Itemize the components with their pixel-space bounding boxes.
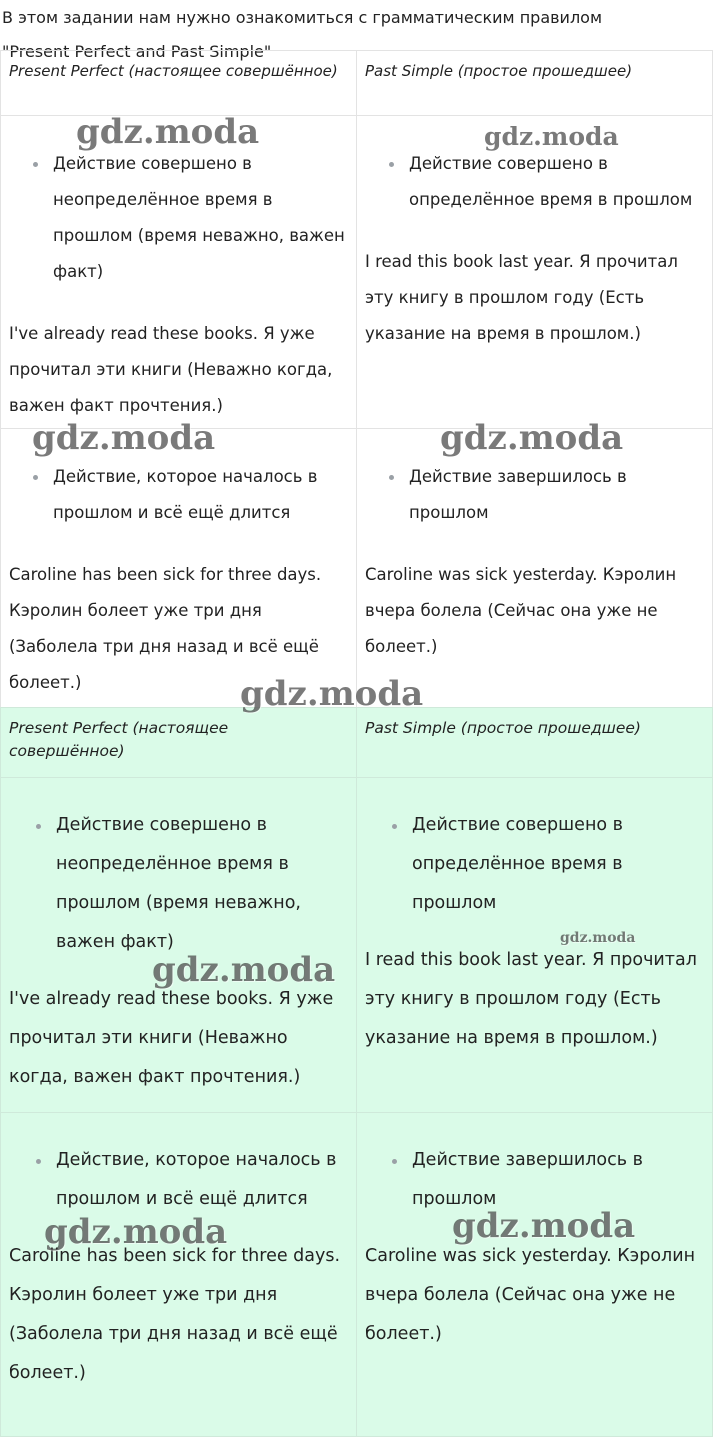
intro-line-2: "Present Perfect and Past Simple" xyxy=(2,42,272,61)
cell-past-simple xyxy=(357,778,713,1113)
header-present-perfect: Present Perfect (настоящее совершённое) xyxy=(1,708,357,778)
cell-present-perfect xyxy=(1,1113,357,1437)
cell-present-perfect xyxy=(1,116,357,429)
rule-bullet: Действие совершено в определённое время в прошлом xyxy=(412,806,704,923)
intro-text xyxy=(0,0,682,61)
example-text: I've already read these books. Я уже прочитал эти книги (Неважно когда, важен факт прочтения.) xyxy=(9,989,334,1087)
watermark: gdz.moda xyxy=(452,1206,636,1246)
watermark: gdz.moda xyxy=(440,418,624,458)
watermark: gdz.moda xyxy=(152,950,336,990)
header-present-perfect: Present Perfect (настоящее совершённое) xyxy=(1,51,357,116)
example-text: Caroline was sick yesterday. Кэролин вчера болела (Сейчас она уже не болеет.) xyxy=(365,565,677,656)
example-text: I've already read these books. Я уже прочитал эти книги (Неважно когда, важен факт прочтения.) xyxy=(9,324,333,415)
example-text: Caroline was sick yesterday. Кэролин вчера болела (Сейчас она уже не болеет.) xyxy=(365,1246,696,1344)
watermark: gdz.moda xyxy=(484,122,619,151)
cell-past-simple xyxy=(357,116,713,429)
rule-bullet: Действие совершено в определённое время в прошлом xyxy=(409,146,704,218)
rule-list xyxy=(365,806,704,923)
cell-present-perfect xyxy=(1,429,357,708)
header-past-simple: Past Simple (простое прошедшее) xyxy=(357,708,713,778)
header-past-simple: Past Simple (простое прошедшее) xyxy=(357,51,713,116)
intro-line-1: В этом задании нам нужно ознакомиться с грамматическим правилом xyxy=(2,8,603,27)
cell-past-simple xyxy=(357,429,713,708)
table-row xyxy=(1,116,713,429)
cell-past-simple xyxy=(357,1113,713,1437)
rule-list xyxy=(9,146,348,290)
rule-list xyxy=(9,459,348,531)
rule-list xyxy=(365,459,704,531)
example-text: Caroline has been sick for three days. Кэролин болеет уже три дня (Заболела три дня назад и всё ещё болеет.) xyxy=(9,1246,341,1383)
watermark: gdz.moda xyxy=(44,1212,228,1252)
rule-bullet: Действие завершилось в прошлом xyxy=(409,459,704,531)
table-row xyxy=(1,429,713,708)
watermark: gdz.moda xyxy=(32,418,216,458)
rule-list xyxy=(365,146,704,218)
rule-bullet: Действие совершено в неопределённое время в прошлом (время неважно, важен факт) xyxy=(56,806,348,962)
watermark: gdz.moda xyxy=(240,674,424,714)
rule-list xyxy=(9,806,348,962)
rule-bullet: Действие, которое началось в прошлом и всё ещё длится xyxy=(53,459,348,531)
example-text: I read this book last year. Я прочитал эту книгу в прошлом году (Есть указание на время в прошлом.) xyxy=(365,950,697,1048)
table-header-row xyxy=(1,51,713,116)
watermark: gdz.moda xyxy=(560,930,636,946)
rule-list xyxy=(9,1141,348,1219)
table-row xyxy=(1,1113,713,1437)
example-text: I read this book last year. Я прочитал эту книгу в прошлом году (Есть указание на время в прошлом.) xyxy=(365,252,678,343)
table-header-row xyxy=(1,708,713,778)
cell-present-perfect xyxy=(1,778,357,1113)
watermark: gdz.moda xyxy=(76,112,260,152)
rule-bullet: Действие завершилось в прошлом xyxy=(412,1141,704,1219)
comparison-table-2 xyxy=(0,707,713,1437)
rule-bullet: Действие совершено в неопределённое время в прошлом (время неважно, важен факт) xyxy=(53,146,348,290)
example-text: Caroline has been sick for three days. Кэролин болеет уже три дня (Заболела три дня назад и всё ещё болеет.) xyxy=(9,565,322,692)
rule-bullet: Действие, которое началось в прошлом и всё ещё длится xyxy=(56,1141,348,1219)
